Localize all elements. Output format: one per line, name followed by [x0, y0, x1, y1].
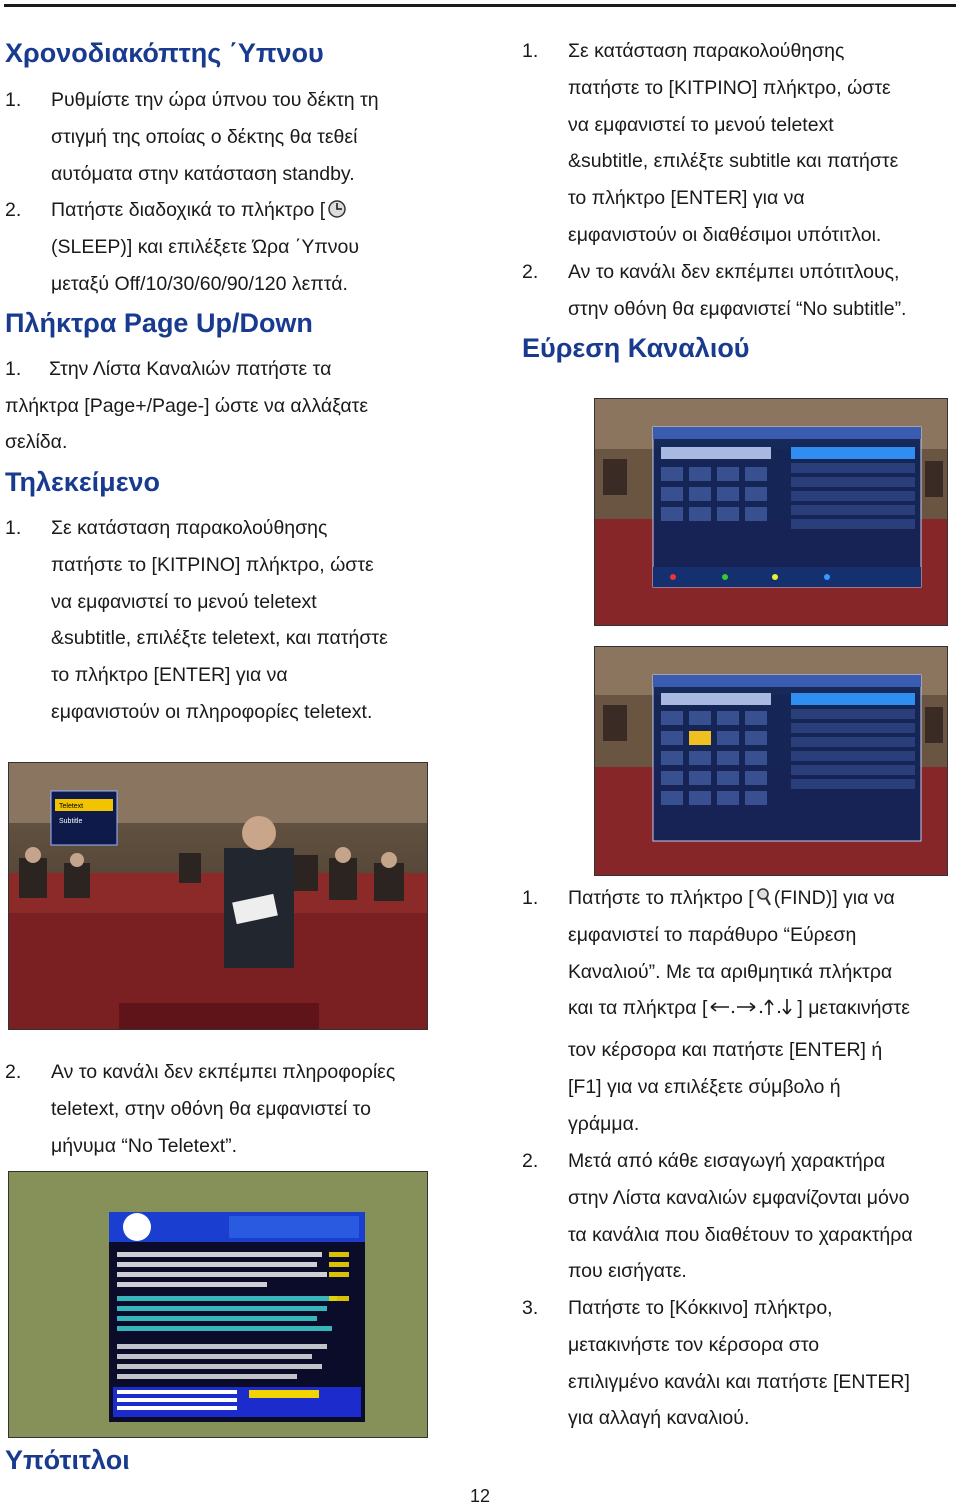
sleep-clock-icon — [327, 199, 347, 219]
step-text-line: εμφανιστούν οι πληροφορίες teletext. — [51, 701, 373, 723]
page-number: 12 — [470, 1486, 491, 1506]
step-number: 1. — [522, 40, 539, 62]
step-number: 2. — [522, 261, 539, 283]
step-text-line: Πατήστε το πλήκτρο [ — [568, 887, 754, 909]
menu-option-teletext: Teletext — [59, 803, 84, 810]
find-step-3 — [522, 1290, 952, 1440]
step-text-line: (FIND)] για να — [773, 887, 895, 909]
pageupdown-text-line: πλήκτρα [Page+/Page-] ώστε να αλλάξατε — [5, 395, 369, 417]
subtitles-heading: Υπότιτλοι — [5, 1445, 130, 1475]
step-text-line: πατήστε το [ΚΙΤΡΙΝΟ] πλήκτρο, ώστε — [51, 553, 374, 576]
step-number: 1. — [5, 89, 22, 111]
step-text-line: γράμμα. — [568, 1112, 640, 1135]
step-text-line: Σε κατάσταση παρακολούθησης — [51, 517, 328, 539]
step-number: 2. — [5, 199, 22, 221]
find-channel-image-1 — [595, 399, 947, 625]
step-text-line: Καναλιού”. Με τα αριθμητικά πλήκτρα — [568, 960, 893, 983]
step-text-line: και τα πλήκτρα [ — [568, 997, 708, 1020]
step-text-line: τον κέρσορα και πατήστε [ENTER] ή — [568, 1039, 883, 1061]
step-text-line: Αν το κανάλι δεν εκπέμπει πληροφορίες — [51, 1061, 396, 1083]
step-text-line: &subtitle, επιλέξτε subtitle και πατήστε — [568, 150, 899, 173]
sleep-timer-heading: Χρονοδιακόπτης ΄Υπνου — [5, 38, 324, 68]
find-step-2 — [522, 1143, 952, 1293]
step-text-line: μεταξύ Off/10/30/60/90/120 λεπτά. — [51, 272, 348, 295]
find-channel-heading: Εύρεση Καναλιού — [522, 333, 750, 363]
step-text-line: εμφανιστούν οι διαθέσιμοι υπότιτλοι. — [568, 224, 882, 246]
step-text-line: Μετά από κάθε εισαγωγή χαρακτήρα — [568, 1150, 886, 1172]
menu-option-subtitle: Subtitle — [59, 818, 83, 825]
step-text-line: Σε κατάσταση παρακολούθησης — [568, 40, 845, 62]
step-text-line: Αν το κανάλι δεν εκπέμπει υπότιτλους, — [568, 261, 900, 283]
step-text-line: εμφανιστεί το παράθυρο “Εύρεση — [568, 923, 857, 946]
step-text-line: Ρυθμίστε την ώρα ύπνου του δέκτη τη — [51, 89, 379, 111]
step-text-line: στην Λίστα καναλιών εμφανίζονται μόνο — [568, 1186, 910, 1209]
top-rule — [4, 4, 956, 7]
teletext-step-2 — [5, 1054, 445, 1166]
teletext-page-screenshot — [8, 1171, 428, 1438]
step-text-line: Πατήστε διαδοχικά το πλήκτρο [ — [51, 199, 326, 221]
arrow-keys-icon — [709, 997, 795, 1017]
step-number: 1. — [5, 358, 22, 380]
step-number: 1. — [5, 517, 22, 539]
step-text-line: ] μετακινήστε — [797, 997, 910, 1020]
step-text-line: αυτόματα στην κατάσταση standby. — [51, 162, 355, 185]
step-text-line: τα κανάλια που διαθέτουν το χαρακτήρα — [568, 1223, 913, 1246]
teletext-heading: Τηλεκείμενο — [5, 467, 161, 497]
step-text-line: πατήστε το [ΚΙΤΡΙΝΟ] πλήκτρο, ώστε — [568, 76, 891, 99]
step-text-line: επιλιγμένο κανάλι και πατήστε [ENTER] — [568, 1370, 910, 1393]
find-step-1 — [522, 880, 952, 1140]
step-number: 3. — [522, 1297, 539, 1319]
step-text-line: για αλλαγή καναλιού. — [568, 1407, 750, 1430]
step-text-line: που εισήγατε. — [568, 1260, 687, 1283]
step-text-line: teletext, στην οθόνη θα εμφανιστεί το — [51, 1097, 371, 1120]
teletext-step-1 — [5, 510, 435, 732]
step-text-line: να εμφανιστεί το μενού teletext — [51, 590, 317, 613]
subtitle-step-2 — [522, 254, 952, 329]
step-number: 2. — [5, 1061, 22, 1083]
step-text-line: μήνυμα “No Teletext”. — [51, 1134, 238, 1157]
sleep-step-1 — [5, 82, 425, 194]
subtitle-step-1 — [522, 33, 952, 255]
step-text-line: (SLEEP)] και επιλέξετε Ώρα ΄Υπνου — [51, 235, 360, 258]
pageupdown-text-line: σελίδα. — [5, 431, 68, 453]
find-channel-screenshot-2 — [594, 646, 948, 876]
step-number: 2. — [522, 1150, 539, 1172]
step-text-line: να εμφανιστεί το μενού teletext — [568, 113, 834, 136]
sleep-step-2 — [5, 192, 425, 304]
parliament-scene-image — [9, 763, 427, 1029]
step-text-line: [F1] για να επιλέξετε σύμβολο ή — [568, 1075, 841, 1098]
step-number: 1. — [522, 887, 539, 909]
find-channel-screenshot-1 — [594, 398, 948, 626]
step-text-line: Στην Λίστα Καναλιών πατήστε τα — [49, 358, 332, 380]
step-text-line: Πατήστε το [Κόκκινο] πλήκτρο, — [568, 1297, 833, 1319]
step-text-line: το πλήκτρο [ENTER] για να — [568, 187, 805, 210]
step-text-line: στην οθόνη θα εμφανιστεί “No subtitle”. — [568, 297, 907, 320]
teletext-page-image — [9, 1172, 427, 1437]
pageupdown-step-1 — [5, 351, 425, 389]
find-magnifier-icon — [756, 887, 772, 907]
step-text-line: το πλήκτρο [ENTER] για να — [51, 664, 288, 687]
step-text-line: &subtitle, επιλέξτε teletext, και πατήστε — [51, 627, 388, 650]
find-channel-image-2 — [595, 647, 947, 875]
teletext-menu-screenshot — [8, 762, 428, 1030]
page-updown-heading: Πλήκτρα Page Up/Down — [5, 308, 313, 338]
step-text-line: στιγμή της οποίας ο δέκτης θα τεθεί — [51, 125, 358, 148]
step-text-line: μετακινήστε τον κέρσορα στο — [568, 1333, 820, 1356]
